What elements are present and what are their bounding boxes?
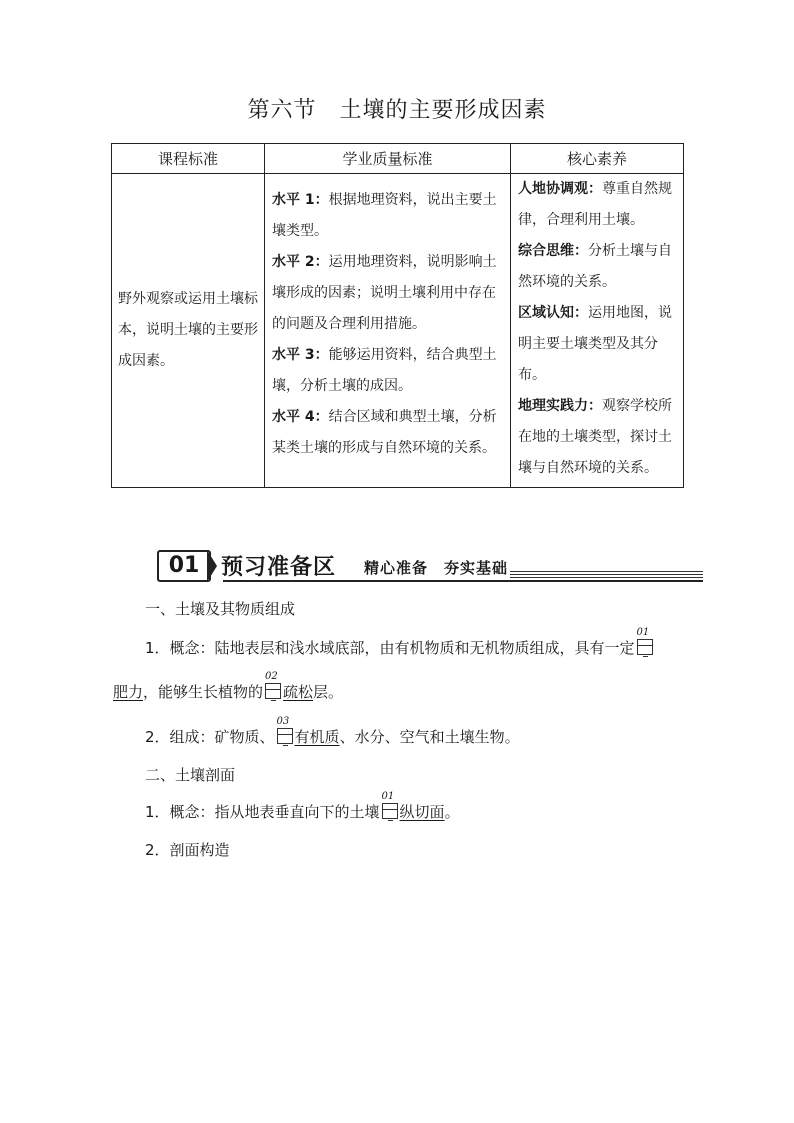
heading-soil-composition: 一、土壤及其物质组成 (145, 600, 296, 618)
level-3-text: 能够运用资料，结合典型土壤，分析土壤的成因。 (272, 347, 497, 394)
answer-loose: 疏松 (283, 683, 314, 701)
badge-arrow-icon (207, 550, 217, 582)
literacy-4-text: 观察学校所在地的土壤类型，探讨土壤与自然环境的关系。 (518, 398, 672, 476)
literacy-2-text: 分析土壤与自然环境的关系。 (518, 243, 672, 290)
quality-standard-cell (265, 174, 511, 488)
paragraph-concept-cont (113, 671, 344, 702)
level-4-label: 水平 4： (272, 409, 329, 425)
banner-number-badge: 01 (157, 550, 211, 582)
section-title: 第六节 土壤的主要形成因素 (247, 98, 547, 123)
paragraph-profile-structure: 2．剖面构造 (145, 841, 230, 859)
paragraph-concept (145, 627, 655, 658)
paragraph-profile-concept (145, 791, 460, 822)
answer-marker-icon: 03 (277, 728, 293, 744)
concept-text-1: 1．概念：陆地表层和浅水域底部，由有机物质和无机物质组成，具有一定 (145, 639, 635, 657)
literacy-1-text: 尊重自然规律，合理利用土壤。 (518, 181, 672, 228)
header-course-standard: 课程标准 (112, 144, 265, 174)
concept-text-2: ，能够生长植物的 (143, 683, 264, 701)
concept-text-3: 层。 (313, 683, 344, 701)
literacy-2-label: 综合思维： (518, 243, 588, 259)
literacy-3-text: 运用地图，说明主要土壤类型及其分布。 (518, 305, 672, 383)
level-2-label: 水平 2： (272, 254, 329, 270)
answer-marker-icon: 01 (637, 639, 653, 655)
paragraph-composition (145, 716, 520, 747)
answer-fertility: 肥力 (113, 683, 144, 701)
level-1-label: 水平 1： (272, 192, 329, 208)
banner-underline (223, 580, 703, 582)
level-3-label: 水平 3： (272, 347, 329, 363)
answer-marker-icon: 02 (265, 683, 281, 699)
banner-subtitle: 精心准备 夯实基础 (364, 559, 509, 577)
answer-marker-icon: 01 (382, 803, 398, 819)
profile-text-2: 。 (444, 803, 460, 821)
composition-text-1: 2．组成：矿物质、 (145, 728, 275, 746)
composition-text-2: 、水分、空气和土壤生物。 (339, 728, 520, 746)
literacy-3-label: 区域认知： (518, 305, 588, 321)
literacy-1-label: 人地协调观： (518, 181, 602, 197)
level-1-text: 根据地理资料，说出主要土壤类型。 (272, 192, 497, 239)
answer-organic-matter: 有机质 (294, 728, 340, 746)
core-literacy-cell (511, 174, 684, 488)
banner-title: 预习准备区 (221, 555, 337, 580)
table-header-row (112, 144, 684, 174)
course-standard-cell: 野外观察或运用土壤标本，说明土壤的主要形成因素。 (112, 174, 265, 488)
table-row (112, 174, 684, 488)
curriculum-standards-table (111, 143, 684, 488)
section-banner (155, 547, 703, 583)
answer-vertical-section: 纵切面 (399, 803, 445, 821)
banner-stripes (510, 571, 703, 580)
header-core-literacy: 核心素养 (511, 144, 684, 174)
level-4-text: 结合区域和典型土壤，分析某类土壤的形成与自然环境的关系。 (272, 409, 497, 456)
profile-text-1: 1．概念：指从地表垂直向下的土壤 (145, 803, 380, 821)
heading-soil-profile: 二、土壤剖面 (145, 766, 236, 784)
literacy-4-label: 地理实践力： (518, 398, 602, 414)
level-2-text: 运用地理资料，说明影响土壤形成的因素；说明土壤利用中存在的问题及合理利用措施。 (272, 254, 497, 332)
header-quality-standard: 学业质量标准 (265, 144, 511, 174)
